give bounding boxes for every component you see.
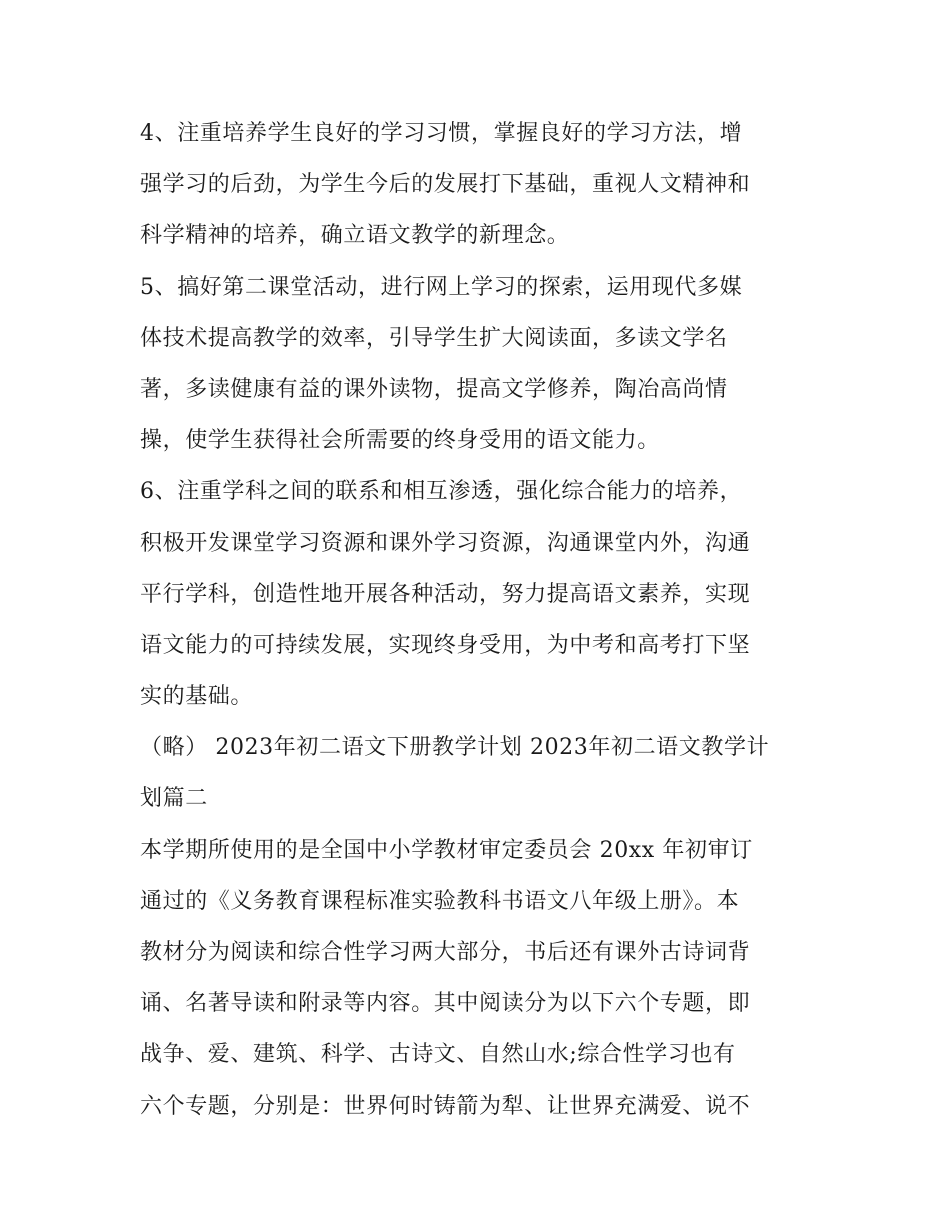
text-line: 4、注重培养学生良好的学习习惯，掌握良好的学习方法，增 [140,121,743,146]
text-line: 6、注重学科之间的联系和相互渗透，强化综合能力的培养， [140,479,743,505]
text-line: 实的基础。 [140,684,254,710]
text-line: 5、搞好第二课堂活动，进行网上学习的探索，运用现代多媒 [140,274,743,300]
document-body [140,108,830,1132]
text-line: 强学习的后劲，为学生今后的发展打下基础，重视人文精神和 [140,172,751,198]
text-line: 语文能力的可持续发展，实现终身受用，为中考和高考打下坚 [140,632,751,658]
text-line: 著，多读健康有益的课外读物，提高文学修养，陶冶高尚情 [140,376,728,402]
text-line: 通过的《义务教育课程标准实验教科书语文八年级上册》。本 [140,888,740,914]
text-line: 战争、爱、建筑、科学、古诗文、自然山水;综合性学习也有 [140,1042,736,1068]
text-line: （略） 2023年初二语文下册教学计划 2023年初二语文教学计 [140,735,770,761]
text-line: 科学精神的培养，确立语文教学的新理念。 [140,223,570,249]
text-line: 积极开发课堂学习资源和课外学习资源，沟通课堂内外，沟通 [140,530,751,556]
text-line: 本学期所使用的是全国中小学教材审定委员会 20xx 年初审订 [140,837,753,863]
text-line: 划篇二 [140,786,208,812]
text-line: 平行学科，创造性地开展各种活动，努力提高语文素养，实现 [140,581,751,607]
text-line: 体技术提高教学的效率，引导学生扩大阅读面，多读文学名 [140,325,728,351]
text-line: 六个专题，分别是：世界何时铸箭为犁、让世界充满爱、说不 [140,1093,751,1119]
text-line: 诵、名著导读和附录等内容。其中阅读分为以下六个专题，即 [140,991,751,1017]
text-line: 操，使学生获得社会所需要的终身受用的语文能力。 [140,428,660,454]
text-line: 教材分为阅读和综合性学习两大部分，书后还有课外古诗词背 [140,940,751,965]
